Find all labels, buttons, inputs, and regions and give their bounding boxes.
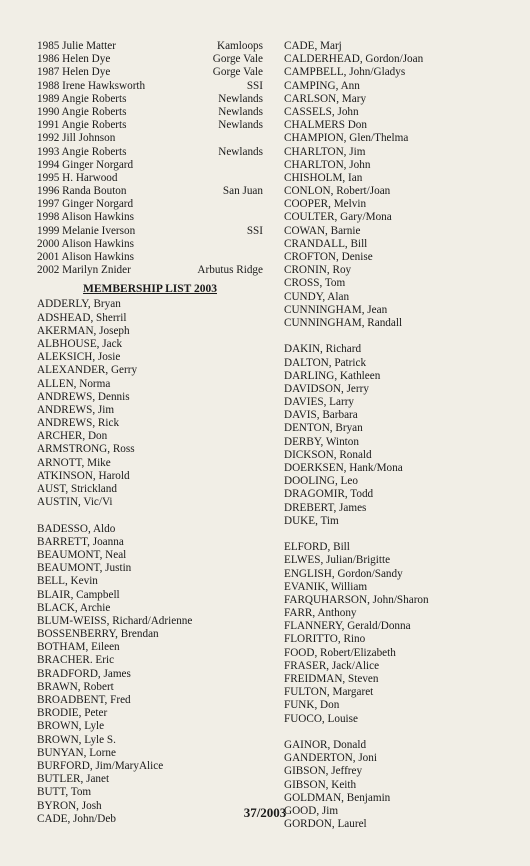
member-entry: CUNNINGHAM, Randall xyxy=(284,316,403,329)
member-entry: ANDREWS, Rick xyxy=(37,417,120,430)
member-entry: FULTON, Margaret xyxy=(284,686,374,699)
member-entry: BLUM-WEISS, Richard/Adrienne xyxy=(37,614,193,627)
member-entry: CUNDY, Alan xyxy=(284,290,350,303)
member-entry: CHALMERS Don xyxy=(284,119,367,132)
trophy-row xyxy=(37,185,263,198)
member-entry: BRAWN, Robert xyxy=(37,680,114,693)
member-entry: DAKIN, Richard xyxy=(284,343,362,356)
member-entry: BOSSENBERRY, Brendan xyxy=(37,628,159,641)
member-entry: ATKINSON, Harold xyxy=(37,469,130,482)
member-entry: AKERMAN, Joseph xyxy=(37,324,130,337)
member-entry: FREIDMAN, Steven xyxy=(284,673,379,685)
member-entry: ADSHEAD, Sherril xyxy=(37,311,127,324)
trophy-row xyxy=(37,251,263,264)
member-entry: BLAIR, Campbell xyxy=(37,588,120,601)
member-entry: BUTLER, Janet xyxy=(37,773,110,786)
page-number: 37/2003 xyxy=(243,805,287,820)
section-gap xyxy=(284,330,514,343)
member-entry: FARR, Anthony xyxy=(284,607,357,620)
trophy-row xyxy=(37,211,263,224)
member-entry: GANDERTON, Joni xyxy=(284,752,377,765)
winner-location: Newlands xyxy=(218,105,263,118)
trophy-winners-list xyxy=(37,40,263,277)
member-entry: CHAMPION, Glen/Thelma xyxy=(284,132,409,145)
member-entry: CONLON, Robert/Joan xyxy=(284,185,391,198)
winner-location: Gorge Vale xyxy=(212,53,263,66)
member-entry: CALDERHEAD, Gordon/Joan xyxy=(284,53,424,66)
trophy-row xyxy=(37,146,263,159)
member-entry: CROFTON, Denise xyxy=(284,251,373,263)
winner-location: Newlands xyxy=(218,92,263,105)
member-entry: BADESSO, Aldo xyxy=(37,522,116,535)
member-entry: CARLSON, Mary xyxy=(284,92,367,105)
member-entry: DREBERT, James xyxy=(284,501,367,514)
member-entry: CADE, John/Deb xyxy=(37,812,116,825)
member-entry: ARCHER, Don xyxy=(37,430,108,443)
member-entry: ELWES, Julian/Brigitte xyxy=(284,554,391,567)
trophy-row xyxy=(37,93,263,106)
member-entry: DENTON, Bryan xyxy=(284,422,363,435)
member-entry: ADDERLY, Bryan xyxy=(37,298,121,311)
winner-name: 2001 Alison Hawkins xyxy=(37,251,134,263)
winner-name: 1994 Ginger Norgard xyxy=(37,158,134,171)
member-entry: BRODIE, Peter xyxy=(37,707,108,720)
member-entry: ENGLISH, Gordon/Sandy xyxy=(284,567,403,580)
member-entry: CROSS, Tom xyxy=(284,277,346,290)
winner-location: SSI xyxy=(246,224,263,237)
member-entry: CASSELS, John xyxy=(284,105,359,118)
trophy-row xyxy=(37,119,263,132)
member-entry: CRONIN, Roy xyxy=(284,264,352,277)
left-member-list xyxy=(37,298,263,826)
member-entry: ANDREWS, Dennis xyxy=(37,390,130,403)
trophy-row xyxy=(37,106,263,119)
member-entry: COULTER, Gary/Mona xyxy=(284,211,392,224)
winner-location: Newlands xyxy=(218,145,263,158)
winner-name: 1992 Jill Johnson xyxy=(37,132,116,145)
member-entry: ANDREWS, Jim xyxy=(37,403,115,416)
member-entry: ALBHOUSE, Jack xyxy=(37,337,123,350)
winner-name: 1993 Angie Roberts xyxy=(37,145,127,158)
member-entry: DOOLING, Leo xyxy=(284,475,358,488)
winner-name: 1996 Randa Bouton xyxy=(37,185,127,198)
member-entry: DERBY, Winton xyxy=(284,435,359,448)
member-entry: DICKSON, Ronald xyxy=(284,448,372,461)
member-entry: ALEKSICH, Josie xyxy=(37,351,121,364)
right-column xyxy=(284,40,514,831)
winner-location: Arbutus Ridge xyxy=(197,264,263,277)
trophy-row xyxy=(37,172,263,185)
member-entry: CUNNINGHAM, Jean xyxy=(284,303,388,316)
member-entry: BEAUMONT, Justin xyxy=(37,562,132,575)
member-entry: ALEXANDER, Gerry xyxy=(37,364,138,377)
winner-name: 1990 Angie Roberts xyxy=(37,105,127,118)
left-column xyxy=(37,40,263,826)
trophy-row xyxy=(37,66,263,79)
member-entry: FRASER, Jack/Alice xyxy=(284,659,380,672)
member-entry: BLACK, Archie xyxy=(37,601,111,614)
winner-name: 1991 Angie Roberts xyxy=(37,119,127,132)
member-entry: BURFORD, Jim/MaryAlice xyxy=(37,759,164,772)
member-entry: FARQUHARSON, John/Sharon xyxy=(284,593,429,606)
member-entry: DAVIS, Barbara xyxy=(284,409,358,422)
trophy-row xyxy=(37,159,263,172)
member-entry: EVANIK, William xyxy=(284,580,368,593)
winner-location: Newlands xyxy=(218,119,263,132)
winner-name: 1987 Helen Dye xyxy=(37,66,111,79)
member-entry: FLANNERY, Gerald/Donna xyxy=(284,620,411,633)
section-gap xyxy=(37,509,263,522)
member-entry: CHARLTON, Jim xyxy=(284,145,366,158)
member-entry: GORDON, Laurel xyxy=(284,818,367,831)
member-entry: CADE, Marj xyxy=(284,40,342,52)
member-entry: ARNOTT, Mike xyxy=(37,456,111,469)
winner-location: SSI xyxy=(246,79,263,92)
winner-name: 1998 Alison Hawkins xyxy=(37,211,134,224)
member-entry: BYRON, Josh xyxy=(37,799,102,812)
member-entry: GOLDMAN, Benjamin xyxy=(284,791,391,804)
member-entry: DUKE, Tim xyxy=(284,514,339,527)
member-entry: GIBSON, Keith xyxy=(284,778,357,791)
winner-name: 1995 H. Harwood xyxy=(37,171,118,184)
winner-name: 1999 Melanie Iverson xyxy=(37,224,136,237)
member-entry: BROWN, Lyle S. xyxy=(37,733,116,746)
winner-name: 1997 Ginger Norgard xyxy=(37,198,134,211)
trophy-row xyxy=(37,225,263,238)
member-entry: BARRETT, Joanna xyxy=(37,535,124,548)
membership-heading: MEMBERSHIP LIST 2003 xyxy=(83,283,217,296)
winner-location: San Juan xyxy=(222,185,263,198)
member-entry: CHISHOLM, Ian xyxy=(284,171,363,184)
member-entry: COWAN, Barnie xyxy=(284,224,361,237)
member-entry: FLORITTO, Rino xyxy=(284,633,366,646)
member-entry: GIBSON, Jeffrey xyxy=(284,765,363,778)
member-entry: DRAGOMIR, Todd xyxy=(284,488,374,501)
trophy-row xyxy=(37,198,263,211)
member-entry: FOOD, Robert/Elizabeth xyxy=(284,646,396,659)
member-entry: BROADBENT, Fred xyxy=(37,694,131,706)
member-entry: BUNYAN, Lorne xyxy=(37,746,116,759)
member-entry: DALTON, Patrick xyxy=(284,356,367,369)
member-entry: AUST, Strickland xyxy=(37,483,117,495)
member-entry: BRACHER. Eric xyxy=(37,654,115,667)
member-entry: FUNK, Don xyxy=(284,699,340,712)
winner-name: 1989 Angie Roberts xyxy=(37,92,127,105)
section-gap xyxy=(284,726,514,739)
winner-name: 2002 Marilyn Znider xyxy=(37,264,131,277)
member-entry: BUTT, Tom xyxy=(37,786,92,799)
winner-name: 1985 Julie Matter xyxy=(37,40,116,52)
member-entry: BROWN, Lyle xyxy=(37,720,105,733)
member-entry: DAVIES, Larry xyxy=(284,396,355,409)
winner-location: Kamloops xyxy=(217,40,263,52)
right-member-list xyxy=(284,40,514,831)
winner-name: 1988 Irene Hawksworth xyxy=(37,79,146,92)
member-entry: BELL, Kevin xyxy=(37,575,98,588)
member-entry: CRANDALL, Bill xyxy=(284,237,368,250)
member-entry: DOERKSEN, Hank/Mona xyxy=(284,462,403,474)
section-gap xyxy=(284,528,514,541)
member-entry: GAINOR, Donald xyxy=(284,738,367,751)
member-entry: BEAUMONT, Neal xyxy=(37,548,127,561)
member-entry: BRADFORD, James xyxy=(37,667,131,680)
member-entry: CAMPBELL, John/Gladys xyxy=(284,66,406,79)
member-entry: BOTHAM, Eileen xyxy=(37,641,120,654)
trophy-row xyxy=(37,53,263,66)
trophy-row xyxy=(37,40,263,53)
member-entry: ALLEN, Norma xyxy=(37,377,111,390)
member-entry: ELFORD, Bill xyxy=(284,541,350,554)
member-entry: CHARLTON, John xyxy=(284,158,371,171)
member-entry: CAMPING, Ann xyxy=(284,79,360,92)
member-entry: DARLING, Kathleen xyxy=(284,369,381,382)
winner-name: 1986 Helen Dye xyxy=(37,53,111,66)
winner-name: 2000 Alison Hawkins xyxy=(37,237,134,250)
member-entry: ARMSTRONG, Ross xyxy=(37,443,135,456)
trophy-row xyxy=(37,80,263,93)
member-entry: AUSTIN, Vic/Vi xyxy=(37,496,113,509)
member-entry: GOOD, Jim xyxy=(284,804,339,817)
member-entry: FUOCO, Louise xyxy=(284,712,358,725)
trophy-row xyxy=(37,238,263,251)
member-entry: DAVIDSON, Jerry xyxy=(284,382,369,395)
trophy-row xyxy=(37,132,263,145)
member-entry: COOPER, Melvin xyxy=(284,198,367,211)
winner-location: Gorge Vale xyxy=(212,66,263,79)
trophy-row xyxy=(37,264,263,277)
